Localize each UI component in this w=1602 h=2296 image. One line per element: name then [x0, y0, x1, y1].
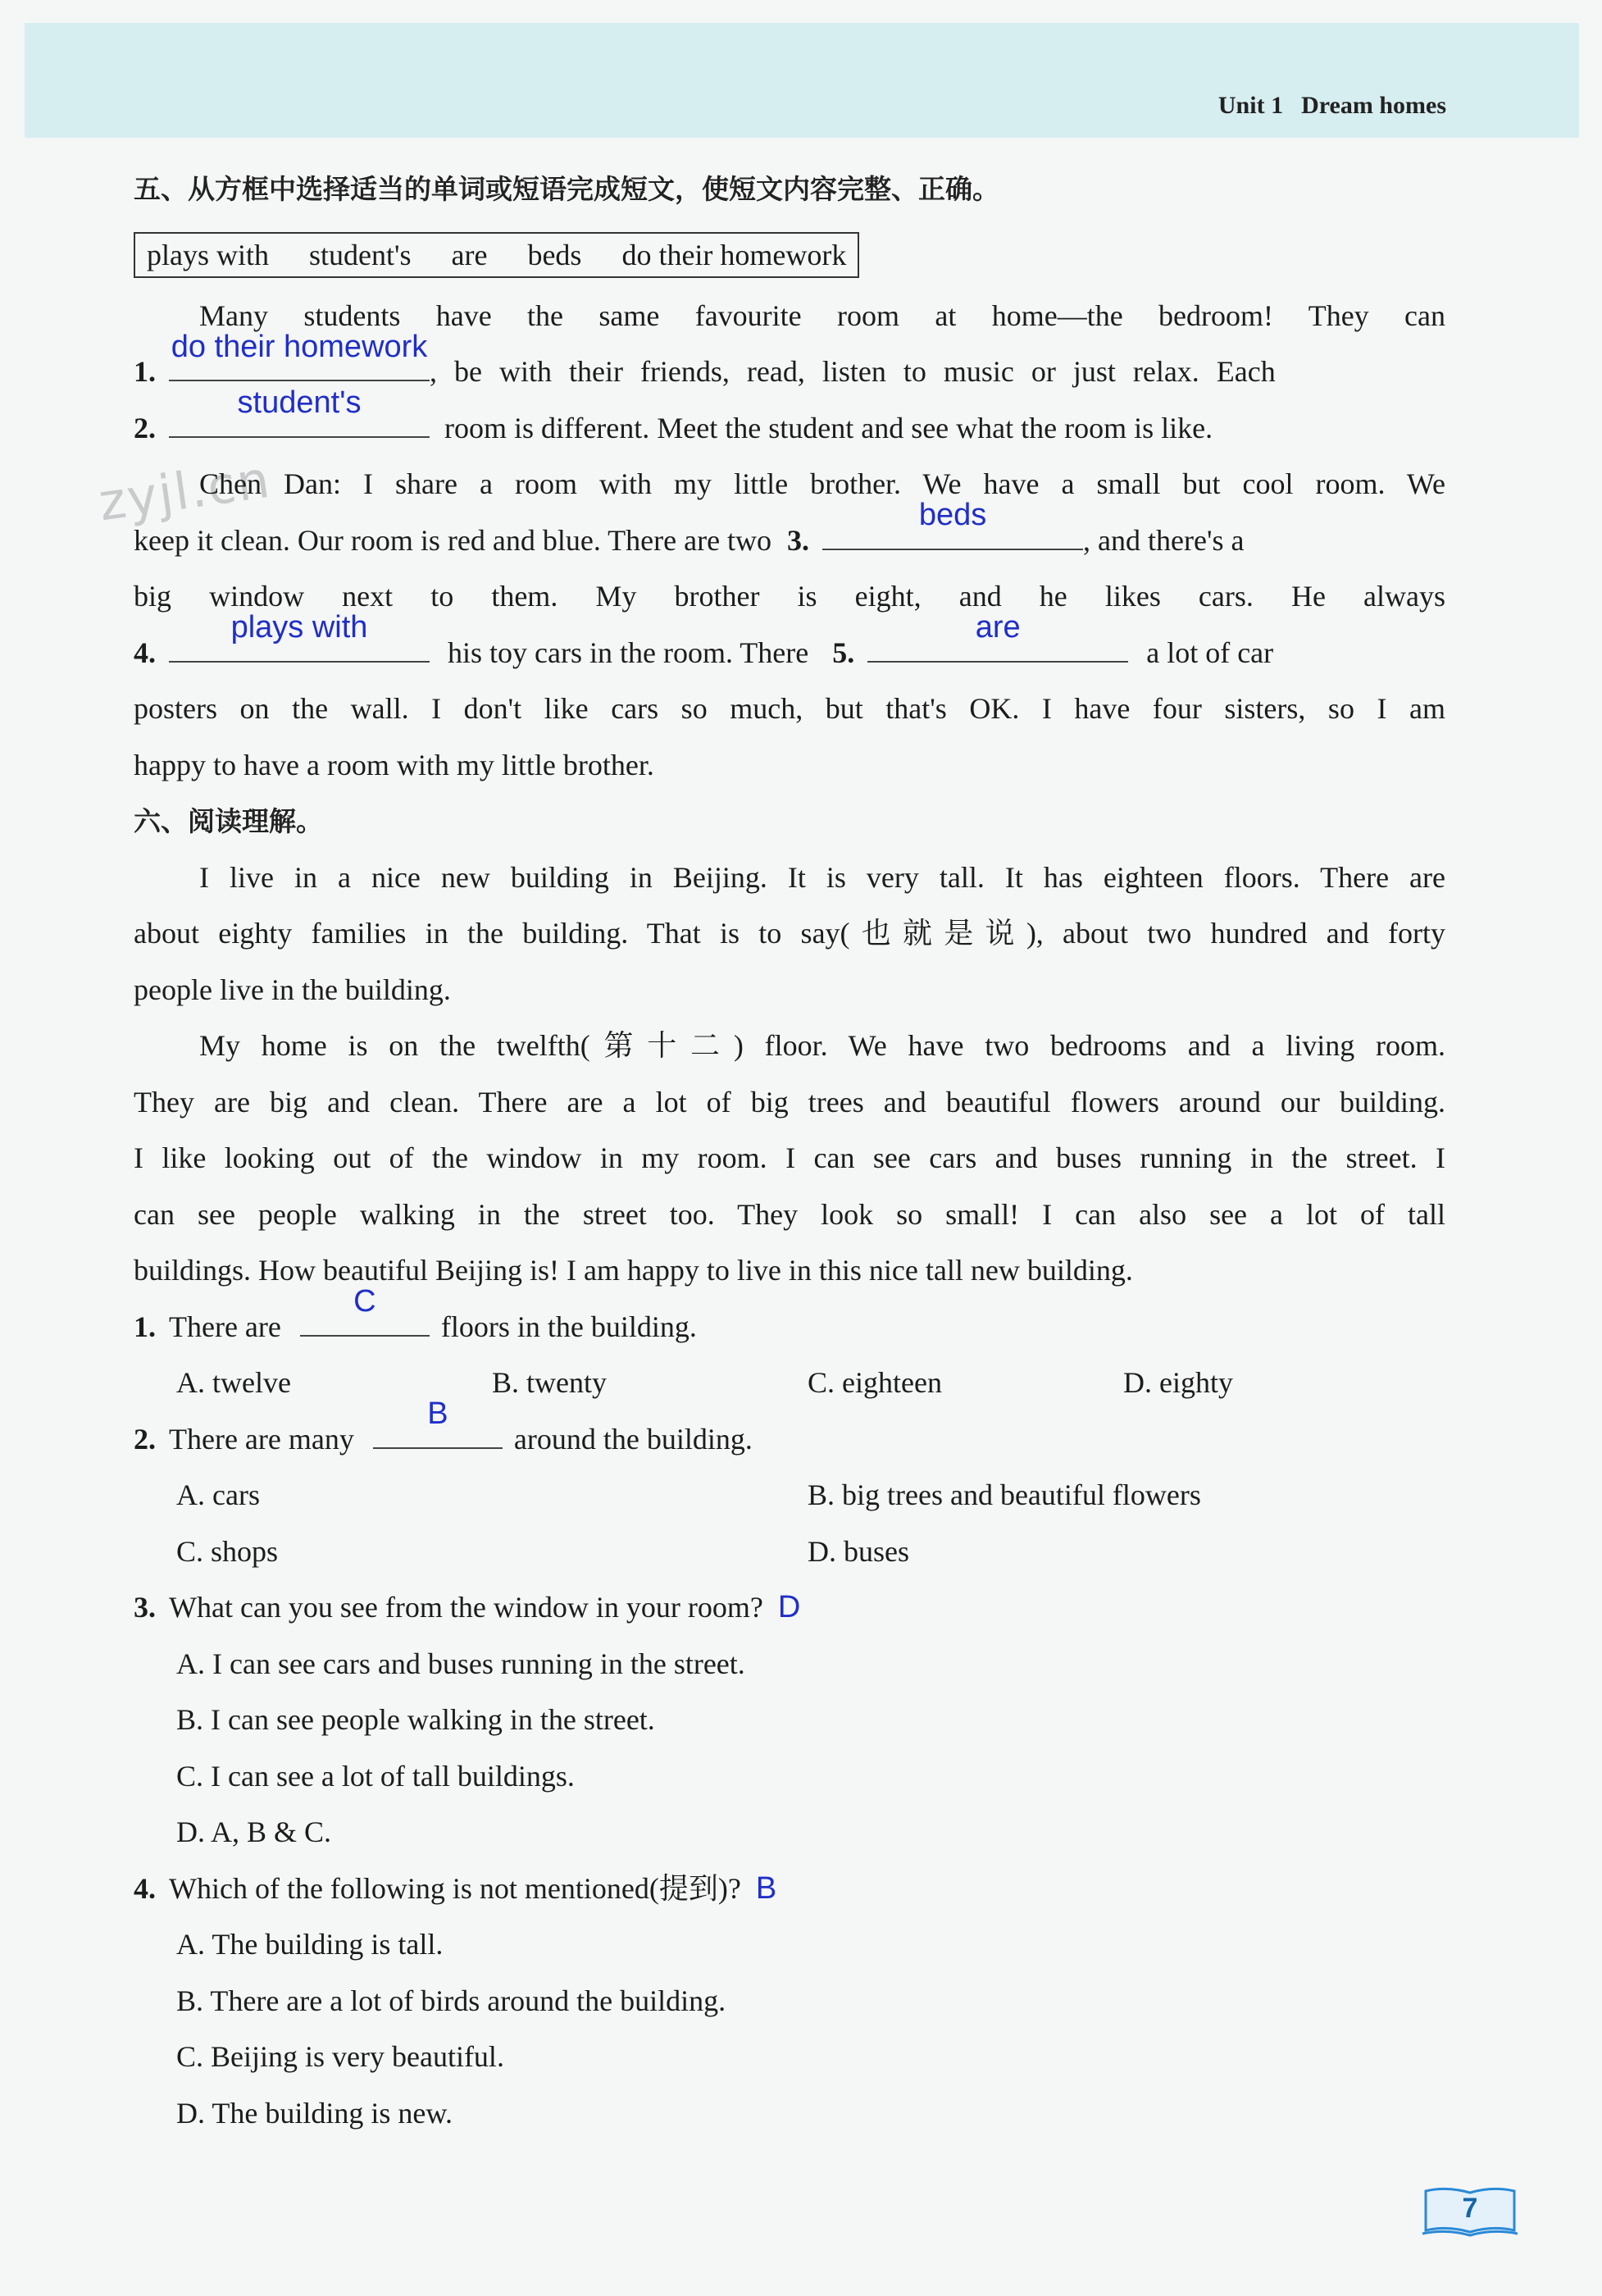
passage1-line: big window next to them. My brother is eight, and he likes cars. He always	[134, 580, 1445, 613]
option[interactable]: C. Beijing is very beautiful.	[176, 2040, 504, 2073]
passage1-line: posters on the wall. I don't like cars so much, but that's OK. I have four sisters, so I am	[134, 692, 1445, 725]
question-2-options	[134, 1467, 1445, 1524]
question-number: 3.	[134, 1591, 156, 1624]
word-bank-box	[134, 232, 859, 278]
header-band	[25, 23, 1579, 138]
word-bank-item: beds	[527, 238, 582, 271]
question-2	[134, 1396, 1445, 1468]
passage1-line	[134, 498, 1445, 569]
question-number: 2.	[134, 1422, 156, 1456]
passage1-line: Many students have the same favourite room at home—the bedroom! They can	[199, 298, 1445, 332]
watermark: zyjl.cn	[94, 449, 275, 533]
section6-heading-row	[134, 793, 1445, 850]
passage1-line	[134, 610, 1445, 681]
question-1-blank[interactable]	[300, 1284, 430, 1337]
question-number: 1.	[134, 1310, 156, 1343]
option[interactable]: D. buses	[808, 1534, 909, 1568]
answer-blank-2[interactable]	[169, 385, 430, 438]
question-stem: floors in the building.	[440, 1310, 697, 1343]
word-bank-item: student's	[309, 238, 412, 271]
option[interactable]: B. There are a lot of birds around the building.	[176, 1984, 726, 2017]
word-bank-item: are	[451, 238, 488, 271]
question-3-answer: D	[777, 1590, 801, 1624]
passage2-line: My home is on the twelfth(第十二) floor. We have two bedrooms and a living room.	[199, 1029, 1445, 1062]
question-2-answer: B	[427, 1396, 448, 1431]
option[interactable]: A. I can see cars and buses running in the street.	[176, 1647, 745, 1680]
answer-5: are	[975, 610, 1021, 645]
question-stem: There are	[169, 1310, 281, 1343]
word-bank-item: plays with	[147, 238, 269, 271]
passage-text: room is different. Meet the student and see what the room is like.	[444, 411, 1213, 444]
answer-blank-3[interactable]	[822, 498, 1083, 550]
option[interactable]: A. The building is tall.	[176, 1928, 444, 1961]
page-number-badge	[1421, 2184, 1519, 2239]
question-1	[134, 1284, 1445, 1355]
question-stem: There are many	[169, 1422, 354, 1456]
question-stem: around the building.	[513, 1422, 753, 1456]
answer-3: beds	[918, 498, 987, 532]
option[interactable]: D. eighty	[1123, 1366, 1233, 1399]
passage2-line: buildings. How beautiful Beijing is! I am happy to live in this nice tall new building.	[134, 1254, 1133, 1287]
blank-number: 3.	[787, 523, 810, 557]
option[interactable]: B. I can see people walking in the street.	[176, 1703, 655, 1736]
option[interactable]: D. A, B & C.	[176, 1815, 332, 1848]
question-number: 4.	[134, 1871, 156, 1905]
passage2-line: They are big and clean. There are a lot of big trees and beautiful flowers around our building.	[134, 1085, 1445, 1118]
unit-label: Unit 1	[1217, 92, 1284, 119]
option[interactable]: B. twenty	[492, 1366, 607, 1399]
passage-text: , and there's a	[1083, 523, 1245, 557]
blank-number: 5.	[832, 636, 855, 669]
option[interactable]: C. I can see a lot of tall buildings.	[176, 1759, 575, 1793]
option[interactable]: D. The building is new.	[176, 2096, 453, 2130]
passage-text: keep it clean. Our room is red and blue. There are two	[134, 523, 772, 557]
passage2-line: people live in the building.	[134, 973, 451, 1006]
question-2-blank[interactable]	[373, 1396, 503, 1449]
question-4	[134, 1861, 1445, 1917]
section5-title: 五、从方框中选择适当的单词或短语完成短文，使短文内容完整、正确。	[134, 173, 999, 205]
section5-heading-row	[134, 161, 1445, 217]
passage1-line	[134, 385, 1445, 457]
question-stem: Which of the following is not mentioned(提到)?	[169, 1871, 741, 1905]
question-stem: What can you see from the window in your room?	[169, 1591, 763, 1624]
answer-1: do their homework	[171, 329, 428, 364]
passage2-line: I like looking out of the window in my room. I can see cars and buses running in the street. I	[134, 1141, 1445, 1174]
section6-title: 六、阅读理解。	[134, 805, 323, 837]
answer-blank-5[interactable]	[867, 610, 1128, 663]
option[interactable]: C. eighteen	[808, 1366, 942, 1399]
word-bank-item: do their homework	[621, 238, 847, 271]
passage2-line: about eighty families in the building. That is to say(也就是说), about two hundred and forty	[134, 917, 1445, 950]
blank-number: 4.	[134, 636, 156, 669]
passage-text: , be with their friends, read, listen to music or just relax. Each	[430, 355, 1276, 388]
question-4-answer: B	[755, 1870, 777, 1906]
passage-text: his toy cars in the room. There	[448, 636, 809, 669]
unit-title	[1218, 92, 1446, 120]
passage2-line: can see people walking in the street too. They look so small! I can also see a lot of tall	[134, 1197, 1445, 1231]
option[interactable]: A. cars	[176, 1478, 260, 1511]
word-bank	[134, 217, 1445, 288]
blank-number: 1.	[134, 355, 156, 388]
question-1-options	[134, 1355, 1445, 1411]
question-2-options	[134, 1524, 1445, 1580]
question-1-answer: C	[353, 1284, 376, 1319]
answer-blank-4[interactable]	[169, 610, 430, 663]
passage2-line: I live in a nice new building in Beijing. It is very tall. It has eighteen floors. There are	[199, 860, 1445, 894]
page-number: 7	[1462, 2193, 1478, 2224]
question-3	[134, 1579, 1445, 1636]
option[interactable]: C. shops	[176, 1534, 279, 1568]
option[interactable]: B. big trees and beautiful flowers	[808, 1478, 1201, 1511]
passage-text: a lot of car	[1146, 636, 1274, 669]
passage1-line: happy to have a room with my little brother.	[134, 748, 654, 781]
unit-name: Dream homes	[1301, 92, 1446, 119]
answer-4: plays with	[230, 610, 368, 645]
worksheet	[134, 161, 1445, 2141]
option[interactable]: A. twelve	[176, 1366, 291, 1399]
blank-number: 2.	[134, 411, 156, 444]
passage1-line: Chen Dan: I share a room with my little brother. We have a small but cool room. We	[199, 467, 1445, 500]
answer-2: student's	[237, 385, 362, 420]
